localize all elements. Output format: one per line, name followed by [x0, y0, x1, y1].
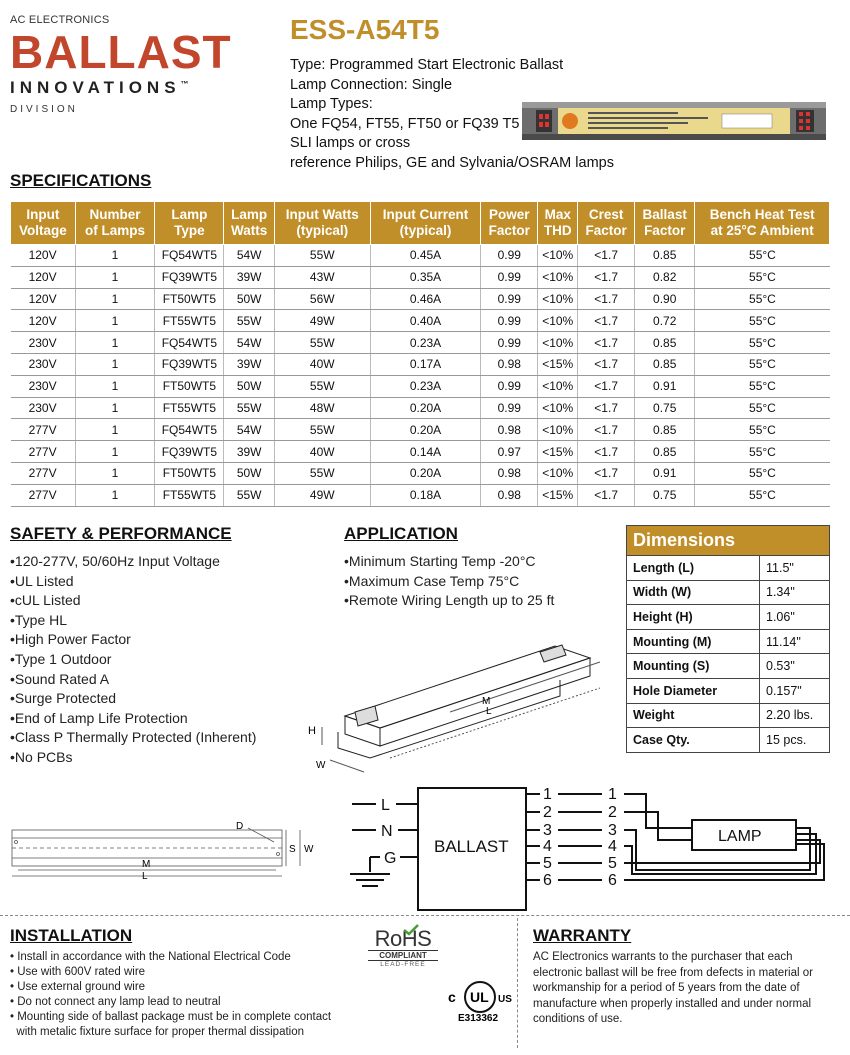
table-cell: 48W: [274, 397, 370, 419]
ul-us-text: US: [498, 994, 512, 1005]
iso-label-m: M: [482, 696, 491, 707]
table-cell: 0.35A: [370, 266, 481, 288]
list-item: •Surge Protected: [10, 690, 117, 707]
table-cell: <10%: [538, 266, 578, 288]
ul-c-text: c: [448, 989, 456, 1005]
table-cell: 55°C: [695, 462, 830, 484]
dimension-value: 0.157": [760, 678, 830, 703]
product-line: SLI lamps or cross: [290, 135, 411, 151]
table-cell: 0.99: [481, 332, 538, 354]
wiring-lamp-label: LAMP: [718, 828, 762, 845]
table-cell: 56W: [274, 288, 370, 310]
table-cell: 0.97: [481, 441, 538, 463]
wiring-right-pin: 4: [608, 838, 617, 855]
table-row: [11, 462, 830, 484]
table-row: [11, 353, 830, 375]
installation-heading: INSTALLATION: [10, 926, 133, 945]
table-cell: 0.14A: [370, 441, 481, 463]
table-cell: <1.7: [578, 397, 635, 419]
table-cell: 55W: [274, 419, 370, 441]
table-cell: 0.20A: [370, 419, 481, 441]
table-cell: 0.99: [481, 397, 538, 419]
spec-body: [11, 245, 830, 507]
ul-logo-icon: [440, 980, 520, 1022]
wiring-diagram: [340, 782, 830, 914]
table-cell: 49W: [274, 310, 370, 332]
dimension-value: 1.06": [760, 605, 830, 630]
list-item: •Class P Thermally Protected (Inherent): [10, 729, 257, 746]
table-cell: 1: [75, 266, 155, 288]
list-item: •High Power Factor: [10, 631, 131, 648]
table-cell: 0.91: [635, 462, 695, 484]
table-cell: FT50WT5: [155, 288, 224, 310]
table-cell: 54W: [224, 332, 275, 354]
list-item: •UL Listed: [10, 572, 74, 589]
table-cell: 230V: [11, 353, 76, 375]
table-cell: <1.7: [578, 288, 635, 310]
list-item: • Use external ground wire: [10, 981, 146, 993]
table-cell: 55°C: [695, 484, 830, 506]
table-cell: 0.91: [635, 375, 695, 397]
table-cell: 0.98: [481, 484, 538, 506]
dimension-row: [627, 728, 830, 753]
spec-column-header: Bench Heat Test at 25°C Ambient: [695, 202, 830, 245]
table-cell: 0.82: [635, 266, 695, 288]
dimension-label: Hole Diameter: [627, 678, 760, 703]
table-cell: 40W: [274, 353, 370, 375]
safety-list: [10, 552, 256, 768]
table-cell: FQ54WT5: [155, 332, 224, 354]
logo-brand: BALLAST: [10, 26, 232, 78]
table-cell: <1.7: [578, 375, 635, 397]
list-item: •Type HL: [10, 611, 68, 628]
wiring-ballast-label: BALLAST: [434, 837, 509, 856]
table-cell: 54W: [224, 419, 275, 441]
table-cell: 1: [75, 353, 155, 375]
list-item: •Type 1 Outdoor: [10, 650, 112, 667]
table-cell: 0.85: [635, 353, 695, 375]
wiring-right-pin: 2: [608, 804, 617, 821]
table-cell: 0.85: [635, 441, 695, 463]
table-cell: 0.85: [635, 332, 695, 354]
dimension-row: [627, 654, 830, 679]
dimension-label: Height (H): [627, 605, 760, 630]
table-cell: <1.7: [578, 419, 635, 441]
table-cell: 0.23A: [370, 332, 481, 354]
table-cell: 55°C: [695, 419, 830, 441]
list-item: •Maximum Case Temp 75°C: [344, 572, 520, 589]
logo-company-name: AC ELECTRONICS: [10, 14, 110, 26]
table-cell: 50W: [224, 375, 275, 397]
dimension-value: 15 pcs.: [760, 728, 830, 753]
table-cell: 230V: [11, 332, 76, 354]
dimension-label: Weight: [627, 703, 760, 728]
table-cell: 55°C: [695, 266, 830, 288]
table-cell: 54W: [224, 245, 275, 267]
table-cell: 1: [75, 375, 155, 397]
spec-column-header: Ballast Factor: [635, 202, 695, 245]
table-cell: 0.99: [481, 288, 538, 310]
product-line: Type: Programmed Start Electronic Ballast: [290, 57, 564, 73]
table-cell: 55°C: [695, 375, 830, 397]
table-cell: <10%: [538, 462, 578, 484]
list-item: •120-277V, 50/60Hz Input Voltage: [10, 553, 220, 569]
table-cell: 0.75: [635, 397, 695, 419]
product-line: Lamp Connection: Single: [290, 76, 453, 93]
list-item: •Minimum Starting Temp -20°C: [344, 553, 536, 569]
table-row: [11, 288, 830, 310]
dimension-label: Mounting (S): [627, 654, 760, 679]
table-cell: 1: [75, 245, 155, 267]
spec-column-header: Input Current (typical): [370, 202, 481, 245]
rohs-check-icon: [402, 924, 420, 936]
table-cell: 0.72: [635, 310, 695, 332]
rohs-badge: [368, 926, 438, 968]
list-item: •Remote Wiring Length up to 25 ft: [344, 592, 555, 609]
table-cell: 55W: [274, 462, 370, 484]
dimension-row: [627, 678, 830, 703]
table-cell: FQ54WT5: [155, 245, 224, 267]
spec-column-header: Lamp Type: [155, 202, 224, 245]
spec-column-header: Number of Lamps: [75, 202, 155, 245]
wiring-left-pin: 3: [543, 822, 552, 839]
dimension-row: [627, 605, 830, 630]
table-cell: 50W: [224, 462, 275, 484]
dimension-label: Length (L): [627, 556, 760, 581]
table-row: [11, 397, 830, 419]
table-cell: 50W: [224, 288, 275, 310]
dimension-label: Width (W): [627, 580, 760, 605]
table-cell: 55°C: [695, 441, 830, 463]
side-label-l: L: [142, 871, 148, 880]
table-cell: 0.18A: [370, 484, 481, 506]
wiring-left-pin: 2: [543, 804, 552, 821]
table-cell: 1: [75, 310, 155, 332]
safety-heading: SAFETY & PERFORMANCE: [10, 524, 232, 543]
table-cell: <10%: [538, 245, 578, 267]
spec-column-header: Input Voltage: [11, 202, 76, 245]
list-item: • Use with 600V rated wire: [10, 966, 146, 978]
ballast-side-view-drawing: [8, 818, 328, 880]
table-cell: 0.99: [481, 375, 538, 397]
table-cell: <10%: [538, 397, 578, 419]
table-cell: 55°C: [695, 310, 830, 332]
table-cell: FT50WT5: [155, 375, 224, 397]
section-divider: [0, 915, 850, 916]
ballast-product-photo: [522, 98, 826, 144]
table-cell: FT50WT5: [155, 462, 224, 484]
company-logo: [10, 14, 250, 115]
table-cell: <1.7: [578, 310, 635, 332]
installation-list: [10, 950, 331, 1040]
ul-mark-text: UL: [470, 989, 489, 1005]
table-cell: 55W: [274, 332, 370, 354]
table-cell: 277V: [11, 484, 76, 506]
table-cell: FT55WT5: [155, 310, 224, 332]
dimension-row: [627, 703, 830, 728]
dimension-value: 11.14": [760, 629, 830, 654]
table-row: [11, 332, 830, 354]
table-cell: 0.85: [635, 245, 695, 267]
wiring-right-pin: 5: [608, 855, 617, 872]
specifications-heading: SPECIFICATIONS: [10, 171, 152, 190]
dimensions-heading: Dimensions: [627, 526, 830, 556]
table-cell: <1.7: [578, 245, 635, 267]
logo-sub: INNOVATIONS™: [10, 78, 189, 97]
table-cell: 55°C: [695, 288, 830, 310]
dimension-row: [627, 580, 830, 605]
table-cell: <15%: [538, 484, 578, 506]
table-cell: <1.7: [578, 484, 635, 506]
rohs-compliant: COMPLIANT: [368, 950, 438, 961]
product-line: reference Philips, GE and Sylvania/OSRAM lamps: [290, 154, 614, 171]
table-cell: 55°C: [695, 353, 830, 375]
table-cell: 0.45A: [370, 245, 481, 267]
table-cell: 49W: [274, 484, 370, 506]
list-item: • Mounting side of ballast package must be in complete contact: [10, 1011, 332, 1023]
spec-column-header: Power Factor: [481, 202, 538, 245]
table-cell: <10%: [538, 375, 578, 397]
list-item: •End of Lamp Life Protection: [10, 709, 188, 726]
table-cell: 55W: [224, 397, 275, 419]
warranty-text: AC Electronics warrants to the purchaser that each electronic ballast will be free from defects in material or workmanship for a period of 5 years from the date of manufacture when properly installed and under normal conditions of use.: [533, 951, 813, 1025]
table-cell: 0.99: [481, 310, 538, 332]
table-cell: 0.85: [635, 419, 695, 441]
ul-file-number: E313362: [458, 1013, 499, 1022]
table-cell: FQ54WT5: [155, 419, 224, 441]
dimensions-body: [627, 556, 830, 753]
table-cell: 1: [75, 484, 155, 506]
table-cell: 0.20A: [370, 462, 481, 484]
table-row: [11, 310, 830, 332]
side-label-d: D: [236, 821, 244, 832]
table-cell: <15%: [538, 441, 578, 463]
spec-column-header: Max THD: [538, 202, 578, 245]
wiring-left-pin: 6: [543, 872, 552, 889]
table-cell: 230V: [11, 375, 76, 397]
table-cell: <10%: [538, 419, 578, 441]
table-cell: 0.17A: [370, 353, 481, 375]
table-cell: 0.99: [481, 245, 538, 267]
product-line: One FQ54, FT55, FT50 or FQ39 T5: [290, 115, 520, 132]
dimension-label: Case Qty.: [627, 728, 760, 753]
iso-label-l: L: [486, 706, 492, 717]
wiring-left-pin: 1: [543, 786, 552, 803]
table-cell: 39W: [224, 266, 275, 288]
table-cell: 0.99: [481, 266, 538, 288]
table-cell: 1: [75, 288, 155, 310]
table-cell: 55°C: [695, 397, 830, 419]
list-item: •cUL Listed: [10, 592, 81, 609]
table-cell: 1: [75, 419, 155, 441]
table-cell: 277V: [11, 462, 76, 484]
dimension-value: 1.34": [760, 580, 830, 605]
table-cell: 0.46A: [370, 288, 481, 310]
dimension-value: 11.5": [760, 556, 830, 581]
table-cell: 277V: [11, 419, 76, 441]
dimension-value: 0.53": [760, 654, 830, 679]
table-cell: 0.98: [481, 419, 538, 441]
table-cell: 1: [75, 441, 155, 463]
table-row: [11, 266, 830, 288]
application-list: [344, 552, 554, 611]
table-cell: 0.90: [635, 288, 695, 310]
table-cell: 0.75: [635, 484, 695, 506]
table-cell: 120V: [11, 266, 76, 288]
table-cell: 43W: [274, 266, 370, 288]
table-cell: FQ39WT5: [155, 266, 224, 288]
product-line: Lamp Types:: [290, 96, 373, 112]
table-cell: <1.7: [578, 266, 635, 288]
ballast-isometric-drawing: [300, 628, 610, 773]
table-row: [11, 375, 830, 397]
table-cell: <1.7: [578, 441, 635, 463]
table-cell: 55°C: [695, 332, 830, 354]
table-cell: <1.7: [578, 462, 635, 484]
table-cell: <10%: [538, 310, 578, 332]
side-label-m: M: [142, 859, 151, 870]
table-cell: 1: [75, 462, 155, 484]
table-cell: <1.7: [578, 353, 635, 375]
dimension-row: [627, 556, 830, 581]
table-cell: FT55WT5: [155, 484, 224, 506]
table-cell: 0.98: [481, 353, 538, 375]
wiring-left-pin: 5: [543, 855, 552, 872]
table-cell: 55W: [274, 375, 370, 397]
warranty-heading: WARRANTY: [533, 926, 632, 945]
table-cell: 1: [75, 332, 155, 354]
iso-label-h: H: [308, 725, 316, 737]
table-cell: 0.23A: [370, 375, 481, 397]
table-cell: 1: [75, 397, 155, 419]
table-cell: <10%: [538, 288, 578, 310]
table-row: [11, 484, 830, 506]
table-cell: 120V: [11, 310, 76, 332]
side-label-w: W: [304, 844, 314, 855]
table-row: [11, 245, 830, 267]
table-cell: <1.7: [578, 332, 635, 354]
wiring-left-pin: 4: [543, 838, 552, 855]
table-cell: 120V: [11, 245, 76, 267]
table-cell: 39W: [224, 441, 275, 463]
dimensions-table: [626, 525, 830, 753]
table-cell: 230V: [11, 397, 76, 419]
table-cell: 40W: [274, 441, 370, 463]
spec-column-header: Lamp Watts: [224, 202, 275, 245]
ul-listing-mark: [440, 980, 520, 1025]
list-item: with metalic fixture surface for proper thermal dissipation: [10, 1026, 305, 1038]
dimension-value: 2.20 lbs.: [760, 703, 830, 728]
table-cell: 55W: [224, 484, 275, 506]
table-cell: 0.20A: [370, 397, 481, 419]
table-cell: 55W: [274, 245, 370, 267]
wiring-right-pin: 3: [608, 822, 617, 839]
logo-division: DIVISION: [10, 104, 78, 115]
table-cell: FQ39WT5: [155, 441, 224, 463]
list-item: • Install in accordance with the National Electrical Code: [10, 951, 291, 963]
table-cell: FT55WT5: [155, 397, 224, 419]
rohs-text: RoHS: [374, 926, 432, 951]
product-model: ESS-A54T5: [290, 14, 440, 45]
spec-column-header: Input Watts (typical): [274, 202, 370, 245]
dimension-label: Mounting (M): [627, 629, 760, 654]
spec-header-row: [11, 202, 830, 245]
wiring-right-pin: 6: [608, 872, 617, 889]
iso-label-w: W: [316, 760, 326, 771]
wiring-right-pin: 1: [608, 786, 617, 803]
table-cell: <10%: [538, 332, 578, 354]
list-item: •Sound Rated A: [10, 670, 110, 687]
table-cell: 39W: [224, 353, 275, 375]
table-cell: 277V: [11, 441, 76, 463]
specifications-table: [10, 201, 830, 507]
table-cell: FQ39WT5: [155, 353, 224, 375]
dimension-row: [627, 629, 830, 654]
list-item: • Do not connect any lamp lead to neutral: [10, 996, 221, 1008]
table-cell: 120V: [11, 288, 76, 310]
list-item: •No PCBs: [10, 748, 73, 765]
application-heading: APPLICATION: [344, 524, 458, 543]
wiring-input-g: G: [384, 850, 397, 867]
spec-column-header: Crest Factor: [578, 202, 635, 245]
table-row: [11, 419, 830, 441]
table-row: [11, 441, 830, 463]
table-cell: <15%: [538, 353, 578, 375]
table-cell: 55W: [224, 310, 275, 332]
wiring-input-l: L: [381, 797, 390, 814]
side-label-s: S: [289, 844, 296, 855]
table-cell: 0.40A: [370, 310, 481, 332]
table-cell: 55°C: [695, 245, 830, 267]
table-cell: 0.98: [481, 462, 538, 484]
wiring-input-n: N: [381, 823, 393, 840]
rohs-leadfree: LEAD-FREE: [380, 961, 426, 968]
